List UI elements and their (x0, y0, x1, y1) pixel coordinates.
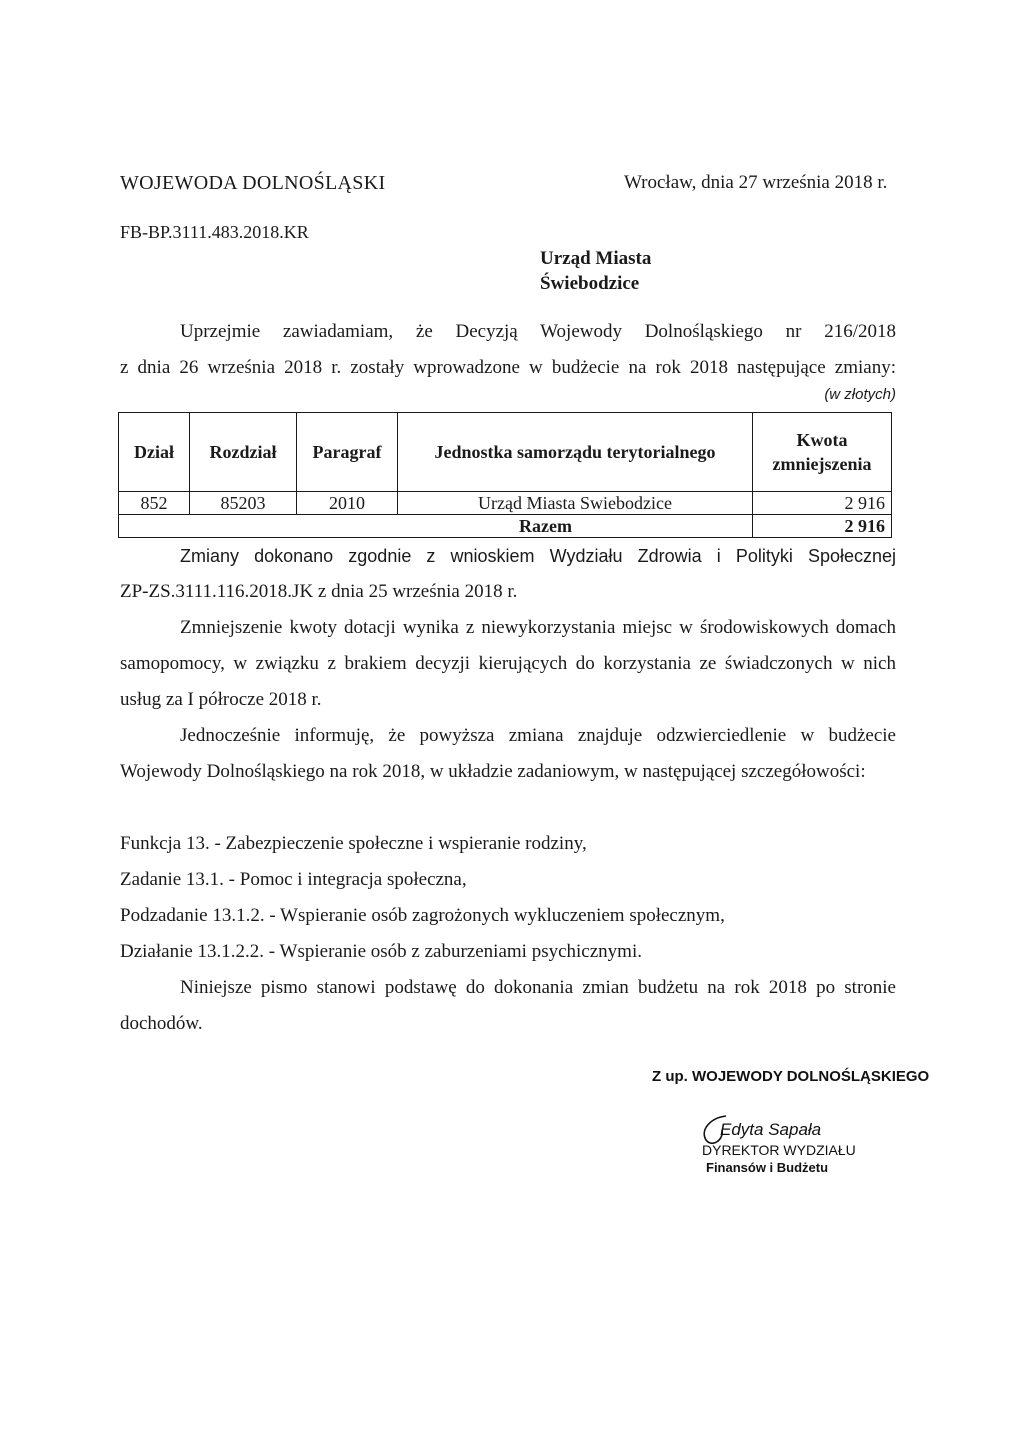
changes-note-line-1: Zmiany dokonano zgodnie z wnioskiem Wydziału Zdrowia i Polityki Społecznej (180, 546, 896, 566)
sender-name: WOJEWODA DOLNOŚLĄSKI (120, 172, 386, 194)
header-jednostka: Jednostka samorządu terytorialnego (398, 413, 753, 492)
header-paragraf: Paragraf (297, 413, 398, 492)
reason-paragraph: Zmniejszenie kwoty dotacji wynika z niewykorzystania miejsc w środowiskowych domach samopomocy, w związku z brakiem decyzji kierujących do korzystania ze świadczonych w nich usług za I półrocze 2018 r. (120, 617, 896, 710)
addressee (540, 246, 760, 296)
funkcja-line: Funkcja 13. - Zabezpieczenie społeczne i wspieranie rodziny, (120, 833, 587, 854)
signature-department: Finansów i Budżetu (706, 1160, 829, 1175)
header-dzial: Dział (119, 413, 190, 492)
cell-paragraf: 2010 (297, 492, 398, 515)
zadanie-line: Zadanie 13.1. - Pomoc i integracja społeczna, (120, 869, 467, 890)
cell-kwota: 2 916 (753, 492, 892, 515)
table-header-row (119, 413, 892, 492)
unit-note: (w złotych) (824, 386, 896, 403)
total-label: Razem (119, 515, 753, 538)
intro-line-2: z dnia 26 września 2018 r. zostały wprowadzone w budżecie na rok 2018 następujące zmiany: (120, 357, 896, 378)
cell-rozdzial: 85203 (190, 492, 297, 515)
reference-number: FB-BP.3111.483.2018.KR (120, 222, 309, 242)
addressee-line-1: Urząd Miasta (540, 248, 652, 269)
signature-stamp: Z up. WOJEWODY DOLNOŚLĄSKIEGO (652, 1068, 930, 1085)
info-paragraph: Jednocześnie informuję, że powyższa zmiana znajduje odzwierciedlenie w budżecie Wojewody Dolnośląskiego na rok 2018, w układzie zadaniowym, w następującej szczegółowości: (120, 725, 896, 782)
header-rozdzial: Rozdział (190, 413, 297, 492)
table-row (119, 492, 892, 515)
total-value: 2 916 (753, 515, 892, 538)
addressee-line-2: Świebodzice (540, 273, 640, 294)
changes-note (120, 538, 896, 610)
table-total-row (119, 515, 892, 538)
dzialanie-line: Działanie 13.1.2.2. - Wspieranie osób z zaburzeniami psychicznymi. (120, 941, 642, 962)
closing-paragraph: Niniejsze pismo stanowi podstawę do dokonania zmian budżetu na rok 2018 po stronie dochodów. (120, 977, 896, 1034)
changes-note-line-2: ZP-ZS.3111.116.2018.JK z dnia 25 września 2018 r. (120, 581, 518, 602)
signature-title: DYREKTOR WYDZIAŁU (702, 1142, 856, 1158)
place-and-date: Wrocław, dnia 27 września 2018 r. (624, 172, 888, 193)
cell-dzial: 852 (119, 492, 190, 515)
budget-table (118, 412, 892, 538)
podzadanie-line: Podzadanie 13.1.2. - Wspieranie osób zagrożonych wykluczeniem społecznym, (120, 905, 725, 926)
header-kwota: Kwota zmniejszenia (753, 413, 892, 492)
cell-jednostka: Urząd Miasta Swiebodzice (398, 492, 753, 515)
intro-line-1: Uprzejmie zawiadamiam, że Decyzją Wojewody Dolnośląskiego nr 216/2018 (180, 321, 896, 342)
signature-name: Edyta Sapała (720, 1120, 822, 1139)
intro-paragraph (120, 314, 896, 386)
